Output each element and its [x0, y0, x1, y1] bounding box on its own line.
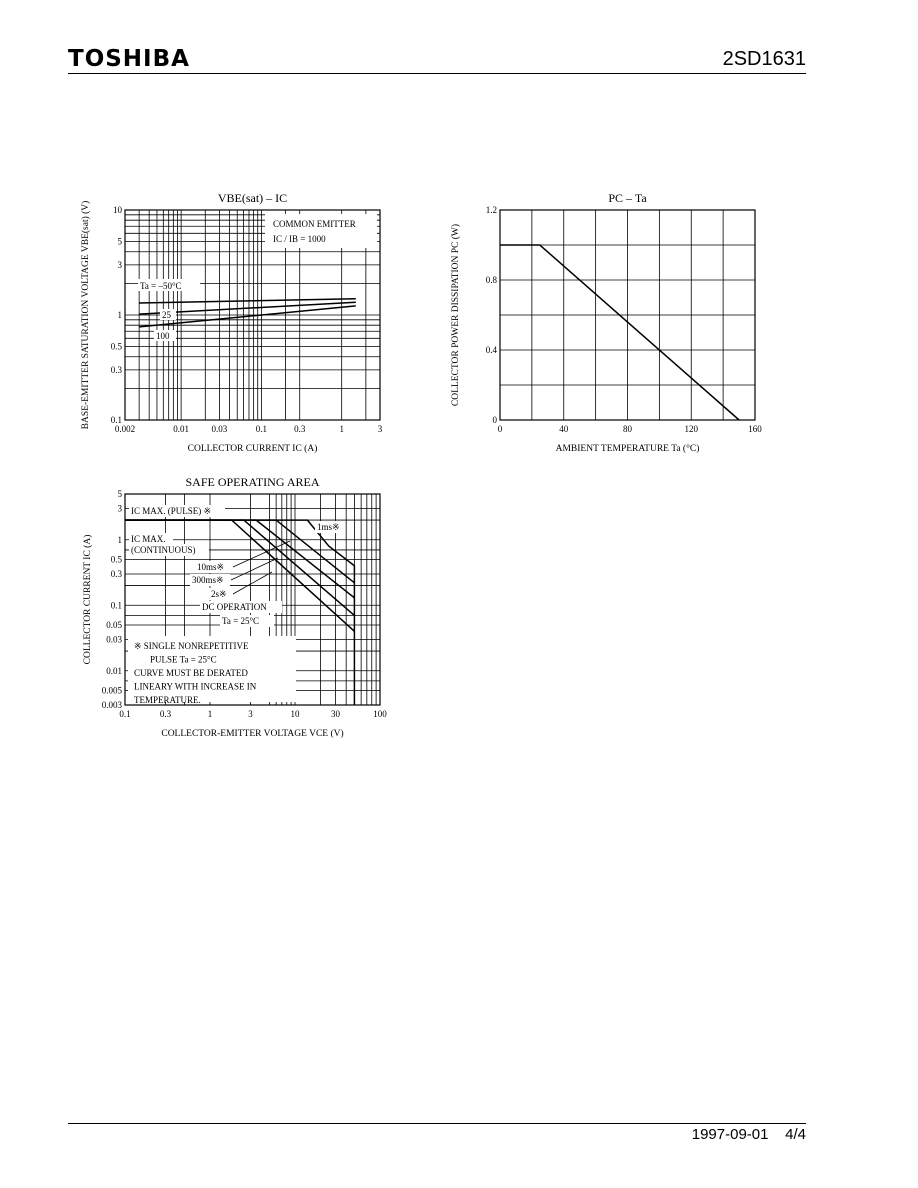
vbe-series-line	[139, 299, 356, 303]
pc-y-axis-label: COLLECTOR POWER DISSIPATION PC (W)	[451, 223, 461, 407]
soa-ytick-label: 0.05	[106, 619, 122, 630]
vbe-series-label: 25	[162, 310, 171, 320]
pc-ytick-label: 1.2	[485, 205, 497, 215]
soa-curve-label: (CONTINUOUS)	[131, 545, 196, 555]
soa-chart-title: SAFE OPERATING AREA	[185, 475, 320, 489]
soa-curve-label: Ta = 25°C	[222, 616, 260, 626]
vbe-ytick-label: 0.1	[110, 415, 122, 425]
soa-note-line: ※ SINGLE NONREPETITIVE	[134, 641, 249, 651]
vbe-xtick-label: 0.3	[294, 424, 306, 434]
pc-series-line	[500, 245, 739, 420]
pc-xtick-label: 160	[748, 424, 762, 434]
soa-note-line: PULSE Ta = 25°C	[150, 654, 217, 665]
vbe-chart-title: VBE(sat) – IC	[217, 191, 288, 205]
soa-curve-label: 300ms※	[192, 575, 224, 585]
pc-ytick-label: 0	[492, 415, 497, 425]
part-number: 2SD1631	[722, 48, 806, 70]
vbe-xtick-label: 0.002	[114, 424, 136, 434]
soa-xtick-label: 0.3	[159, 709, 172, 719]
pc-xtick-label: 120	[684, 424, 698, 434]
soa-note-line: LINEARY WITH INCREASE IN	[134, 681, 257, 692]
pc-xtick-label: 80	[623, 424, 632, 434]
soa-ytick-label: 0.3	[110, 569, 122, 580]
vbe-ytick-label: 0.3	[110, 364, 122, 375]
vbe-ytick-label: 3	[117, 259, 122, 270]
soa-ytick-label: 0.003	[101, 700, 122, 710]
soa-note-line: TEMPERATURE.	[134, 695, 201, 705]
pc-xtick-label: 40	[559, 424, 569, 434]
soa-note-line: CURVE MUST BE DERATED	[134, 668, 248, 678]
soa-ytick-label: 0.1	[110, 600, 122, 611]
vbe-ytick-label: 10	[113, 205, 122, 215]
footer-page: 4/4	[785, 1126, 806, 1143]
vbe-series-label: 100	[156, 331, 170, 341]
soa-xtick-label: 1	[207, 709, 213, 719]
soa-y-axis-label: COLLECTOR CURRENT IC (A)	[83, 534, 93, 665]
footer-date: 1997-09-01	[691, 1126, 769, 1143]
vbe-xtick-label: 0.1	[255, 424, 268, 434]
soa-ytick-label: 5	[117, 489, 122, 499]
soa-ytick-label: 3	[117, 503, 122, 514]
soa-ytick-label: 0.5	[110, 554, 122, 565]
soa-xtick-label: 100	[373, 709, 387, 719]
soa-curve-label: 2s※	[211, 589, 227, 599]
soa-ytick-label: 0.01	[106, 665, 122, 676]
vbe-annotation-common-emitter: COMMON EMITTER	[273, 219, 356, 229]
vbe-series-label: Ta = –50°C	[140, 281, 182, 291]
soa-xtick-label: 0.1	[119, 709, 131, 719]
soa-xtick-label: 10	[290, 709, 300, 719]
vbe-annotation-ic-ib: IC / IB = 1000	[273, 234, 326, 244]
soa-leader-line	[233, 572, 272, 594]
soa-curve-label: DC OPERATION	[202, 602, 267, 612]
vbe-y-axis-label: BASE-EMITTER SATURATION VOLTAGE VBE(sat) (V)	[81, 200, 91, 430]
vbe-ytick-label: 0.5	[110, 341, 122, 352]
pc-x-axis-label: AMBIENT TEMPERATURE Ta (°C)	[555, 444, 700, 454]
soa-x-axis-label: COLLECTOR-EMITTER VOLTAGE VCE (V)	[161, 729, 344, 739]
vbe-xtick-label: 3	[377, 424, 383, 434]
pc-xtick-label: 0	[497, 424, 503, 434]
pc-ytick-label: 0.4	[485, 345, 497, 355]
soa-xtick-label: 3	[248, 709, 253, 719]
pc-chart-title: PC – Ta	[608, 191, 647, 205]
brand-logo: TOSHIBA	[68, 46, 190, 72]
pc-ytick-label: 0.8	[485, 275, 497, 285]
soa-ytick-label: 0.005	[101, 685, 122, 696]
soa-leader-line	[231, 558, 278, 580]
vbe-ytick-label: 1	[117, 310, 122, 320]
vbe-xtick-label: 1	[339, 424, 344, 434]
soa-curve-label: IC MAX.	[131, 534, 166, 544]
vbe-xtick-label: 0.01	[173, 424, 189, 434]
soa-xtick-label: 30	[331, 709, 341, 719]
soa-curve-label: 10ms※	[197, 562, 225, 572]
vbe-xtick-label: 0.03	[211, 424, 228, 434]
vbe-x-axis-label: COLLECTOR CURRENT IC (A)	[187, 444, 318, 454]
soa-ytick-label: 0.03	[106, 634, 122, 645]
soa-curve-label: IC MAX. (PULSE) ※	[131, 506, 212, 516]
vbe-ytick-label: 5	[117, 236, 122, 247]
soa-curve-label: 1ms※	[317, 522, 340, 532]
soa-ytick-label: 1	[117, 534, 122, 545]
